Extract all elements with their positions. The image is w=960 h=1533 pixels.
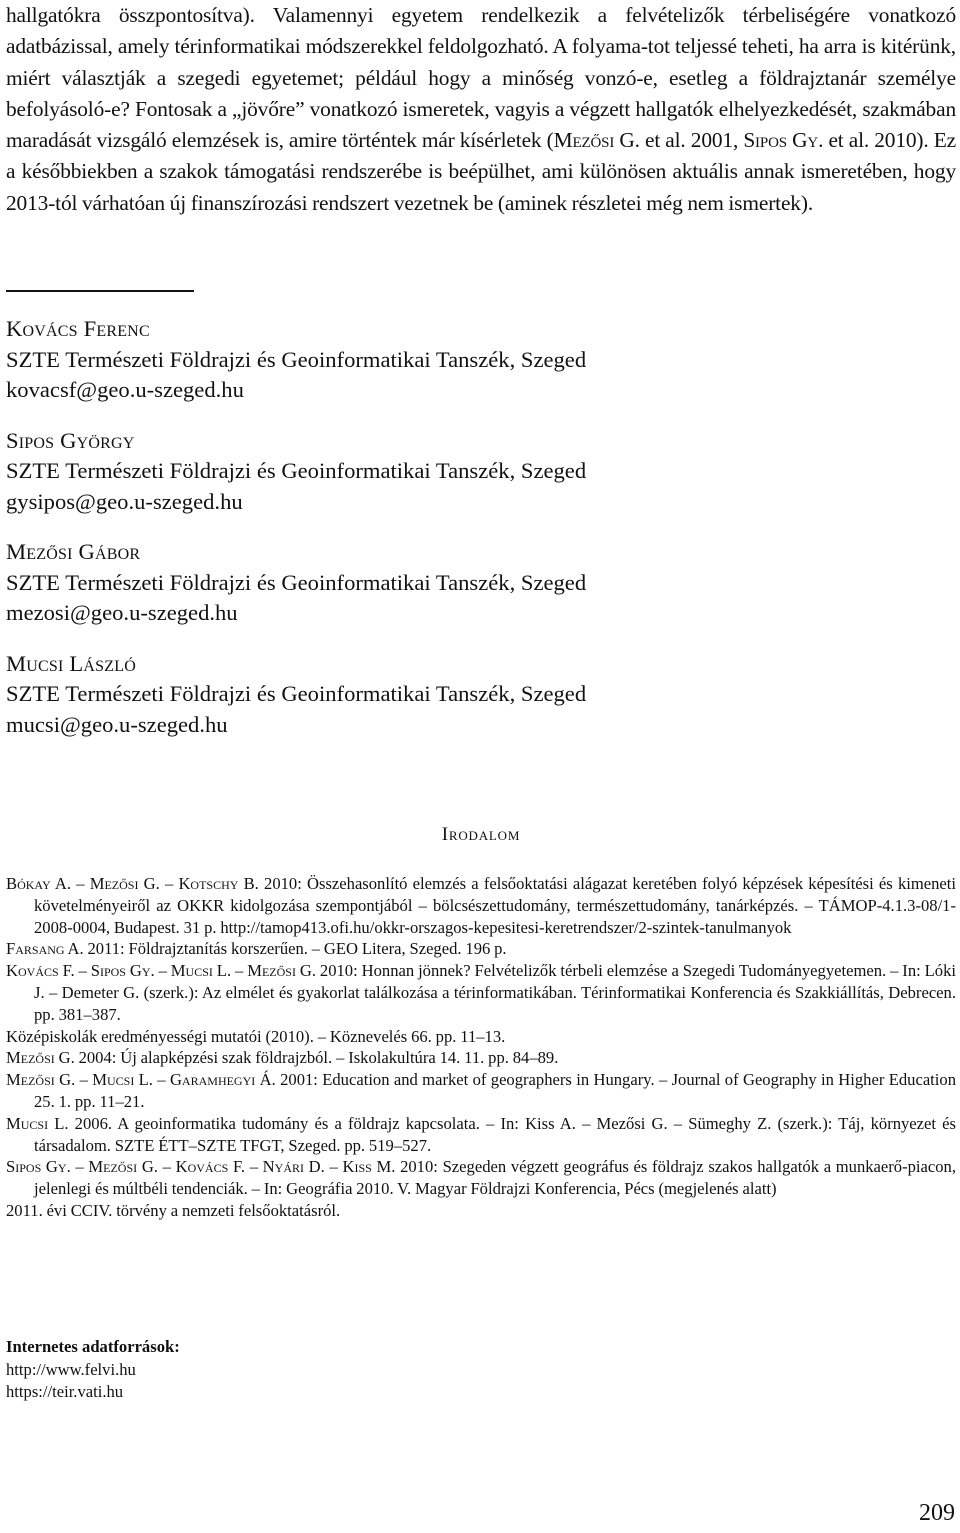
reference-item <box>6 1200 956 1222</box>
intro-text-1: hallgatókra összpontosítva). Valamennyi egyetem rendelkezik a felvételizők térbeliségére vonatkozó adatbázissal, amely térinformatikai módszerekkel feldolgozható. A folyama-tot teljessé teheti, ha arra is kitérünk, miért választják a szegedi egyetemet; például hogy a minőség vonzó-e, esetleg a földrajztanár személye befolyásoló-e? Fontosak a „jövőre” vonatkozó ismeretek, vagyis a végzett hallgatók elhelyezkedését, szakmában maradását vizsgáló elemzések is, amire történtek már kísérletek ( <box>6 3 956 153</box>
author-affiliation: SZTE Természeti Földrajzi és Geoinformatikai Tanszék, Szeged <box>6 346 587 372</box>
author-affiliation: SZTE Természeti Földrajzi és Geoinformatikai Tanszék, Szeged <box>6 458 587 483</box>
page <box>6 0 957 1401</box>
author-name: Mucsi László <box>6 650 136 676</box>
author-name: Sipos György <box>6 427 135 453</box>
reference-text: 2010: Honnan jönnek? Felvételizők térbeli elemzése a Szegedi Tudományegyetemen. – In: Lóki J. – Demeter G. (szerk.): Az elmélet és gyakorlat találkozása a térinformatikában. Térinformatikai Konferencia és Szakkiállítás, Debrecen. pp. 381–387. <box>34 961 956 1024</box>
reference-text: 2011: Földrajztanítás korszerűen. – GEO Litera, Szeged. 196 p. <box>83 939 507 959</box>
separator-rule <box>6 290 194 292</box>
reference-item <box>6 873 956 938</box>
reference-authors: Bókay A. – Mezősi G. – Kotschy B. <box>6 874 259 893</box>
reference-item <box>6 938 956 960</box>
author-affiliation: SZTE Természeti Földrajzi és Geoinformatikai Tanszék, Szeged <box>6 681 587 706</box>
reference-text: 2010: Szegeden végzett geográfus és földrajz szakos hallgatók a munkaerő-piacon, jelenlegi és múltbéli tendenciák. – In: Geográfia 2010. V. Magyar Földrajzi Konferencia, Pécs (megjelenés alatt) <box>34 1157 956 1199</box>
author-name: Mezősi Gábor <box>6 539 141 564</box>
source-link[interactable]: https://teir.vati.hu <box>6 1382 124 1401</box>
reference-text: Középiskolák eredményességi mutatói (2010). – Köznevelés 66. pp. 11–13. <box>6 1026 506 1046</box>
reference-authors: Kovács F. – Sipos Gy. – Mucsi L. – Mezősi G. <box>6 961 316 981</box>
intro-text-3: . et al. 2010). Ez a későbbiekben a szakok támogatási rendszerébe is beépülhet, ami különösen aktuális annak ismeretében, hogy 2013-tól várhatóan új finanszírozási rendszert vezetnek be (aminek részletei még nem ismertek). <box>6 128 956 215</box>
author-block <box>6 426 956 518</box>
reference-item <box>6 1069 956 1113</box>
reference-item <box>6 1113 956 1157</box>
reference-text: 2006. A geoinformatika tudomány és a földrajz kapcsolata. – In: Kiss A. – Mezősi G. – Sümeghy Z. (szerk.): Táj, környezet és társadalom. SZTE ÉTT–SZTE TFGT, Szeged. pp. 519–527. <box>34 1113 956 1155</box>
reference-authors: Sipos Gy. – Mezősi G. – Kovács F. – Nyári D. – Kiss M. <box>6 1157 396 1177</box>
reference-authors: Farsang A. <box>6 939 84 959</box>
internet-sources <box>6 1336 956 1404</box>
reference-authors: Mezősi G. – Mucsi L. – Garamhegyi Á. <box>6 1070 276 1090</box>
reference-text: 2010: Összehasonlító elemzés a felsőoktatási alágazat keretében folyó képzések képesítési és kimeneti követelményeiről az OKKR kidolgozása szempontjából – bölcsészettudomány, természettudomány, tanárképzés. – TÁMOP-4.1.3-08/1-2008-0004, Budapest. 31 p. http://tamop413.ofi.hu/okkr-orszagos-kepesitesi-keretrendszer/2-szintek-tanulmanyok <box>34 874 957 937</box>
reference-item <box>6 960 956 1025</box>
author-email[interactable]: gysipos@geo.u-szeged.hu <box>6 488 243 514</box>
internet-sources-heading: Internetes adatforrások: <box>6 1337 180 1356</box>
reference-list <box>6 873 956 1222</box>
reference-text: 2004: Új alapképzési szak földrajzból. – Iskolakultúra 14. 11. pp. 84–89. <box>74 1048 559 1068</box>
author-block <box>6 314 956 406</box>
intro-text-2: G. et al. 2001, <box>614 128 744 153</box>
author-email[interactable]: kovacsf@geo.u-szeged.hu <box>6 377 244 402</box>
reference-text: 2001: Education and market of geographers in Hungary. – Journal of Geography in Higher Education 25. 1. pp. 11–21. <box>34 1070 956 1111</box>
reference-authors: Mucsi L. <box>6 1113 69 1133</box>
author-block <box>6 537 956 629</box>
reference-item <box>6 1047 956 1069</box>
page-number: 209 <box>919 1500 955 1526</box>
author-email[interactable]: mezosi@geo.u-szeged.hu <box>6 600 238 625</box>
reference-item <box>6 1156 956 1200</box>
author-affiliation: SZTE Természeti Földrajzi és Geoinformatikai Tanszék, Szeged <box>6 569 587 595</box>
author-email[interactable]: mucsi@geo.u-szeged.hu <box>6 711 228 737</box>
source-link[interactable]: http://www.felvi.hu <box>6 1359 136 1379</box>
reference-authors: Mezősi G. <box>6 1048 75 1068</box>
reference-text: 2011. évi CCIV. törvény a nemzeti felsőoktatásról. <box>6 1200 341 1220</box>
author-name: Kovács Ferenc <box>6 316 150 341</box>
author-list <box>6 314 956 760</box>
author-block <box>6 649 956 741</box>
reference-item <box>6 1026 956 1048</box>
intro-paragraph <box>6 0 956 219</box>
references-heading: Irodalom <box>441 824 521 845</box>
intro-citation-sipos: Sipos Gy <box>743 128 819 153</box>
intro-citation-mezosi: Mezősi <box>553 128 615 153</box>
